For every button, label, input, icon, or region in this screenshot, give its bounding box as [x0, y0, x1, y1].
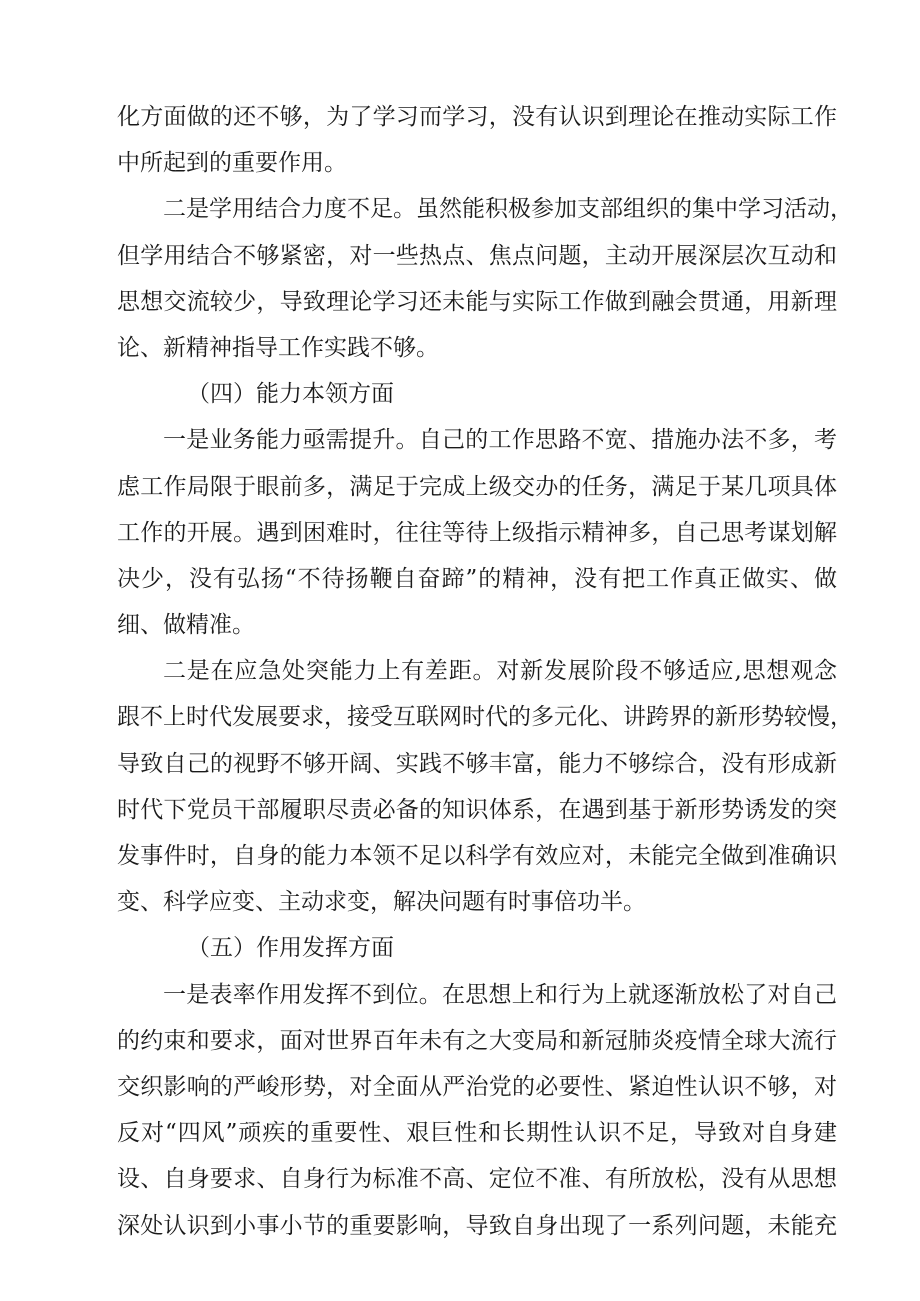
text-line: 深处认识到小事小节的重要影响，导致自身出现了一系列问题，未能充	[117, 1212, 837, 1239]
document-body	[117, 94, 853, 1249]
text-line: 二是在应急处突能力上有差距。对新发展阶段不够适应,思想观念	[163, 658, 837, 685]
text-line: 时代下党员干部履职尽责必备的知识体系，在遇到基于新形势诱发的突	[117, 796, 837, 823]
text-line: 一是表率作用发挥不到位。在思想上和行为上就逐渐放松了对自己	[163, 981, 837, 1008]
text-line: 中所起到的重要作用。	[117, 150, 347, 177]
text-line: 虑工作局限于眼前多，满足于完成上级交办的任务，满足于某几项具体	[117, 473, 837, 500]
text-line: 跟不上时代发展要求，接受互联网时代的多元化、讲跨界的新形势较慢，	[117, 704, 853, 731]
text-line: 发事件时，自身的能力本领不足以科学有效应对，未能完全做到准确识	[117, 843, 837, 869]
text-line: 论、新精神指导工作实践不够。	[117, 334, 439, 361]
text-line: 导致自己的视野不够开阔、实践不够丰富，能力不够综合，没有形成新	[117, 750, 837, 777]
text-line: 反对“四风”顽疾的重要性、艰巨性和长期性认识不足，导致对自身建	[117, 1120, 837, 1147]
text-line: 但学用结合不够紧密，对一些热点、焦点问题，主动开展深层次互动和	[117, 242, 837, 269]
text-line: 交织影响的严峻形势，对全面从严治党的必要性、紧迫性认识不够，对	[117, 1073, 837, 1100]
section-heading: （四）能力本领方面	[187, 381, 394, 408]
text-line: 决少，没有弘扬“不待扬鞭自奋蹄”的精神，没有把工作真正做实、做	[117, 565, 837, 592]
section-heading: （五）作用发挥方面	[187, 935, 394, 962]
text-line: 细、做精准。	[117, 612, 255, 639]
text-line: 思想交流较少，导致理论学习还未能与实际工作做到融会贯通，用新理	[117, 288, 837, 315]
text-line: 二是学用结合力度不足。虽然能积极参加支部组织的集中学习活动，	[163, 196, 853, 223]
text-line: 一是业务能力亟需提升。自己的工作思路不宽、措施办法不多，考	[163, 427, 837, 454]
text-line: 变、科学应变、主动求变，解决问题有时事倍功半。	[117, 889, 646, 916]
text-line: 设、自身要求、自身行为标准不高、定位不准、有所放松，没有从思想	[117, 1166, 837, 1193]
text-line: 的约束和要求，面对世界百年未有之大变局和新冠肺炎疫情全球大流行	[117, 1027, 837, 1054]
text-line: 工作的开展。遇到困难时，往往等待上级指示精神多，自己思考谋划解	[117, 519, 837, 546]
text-line: 化方面做的还不够，为了学习而学习，没有认识到理论在推动实际工作	[117, 104, 837, 130]
